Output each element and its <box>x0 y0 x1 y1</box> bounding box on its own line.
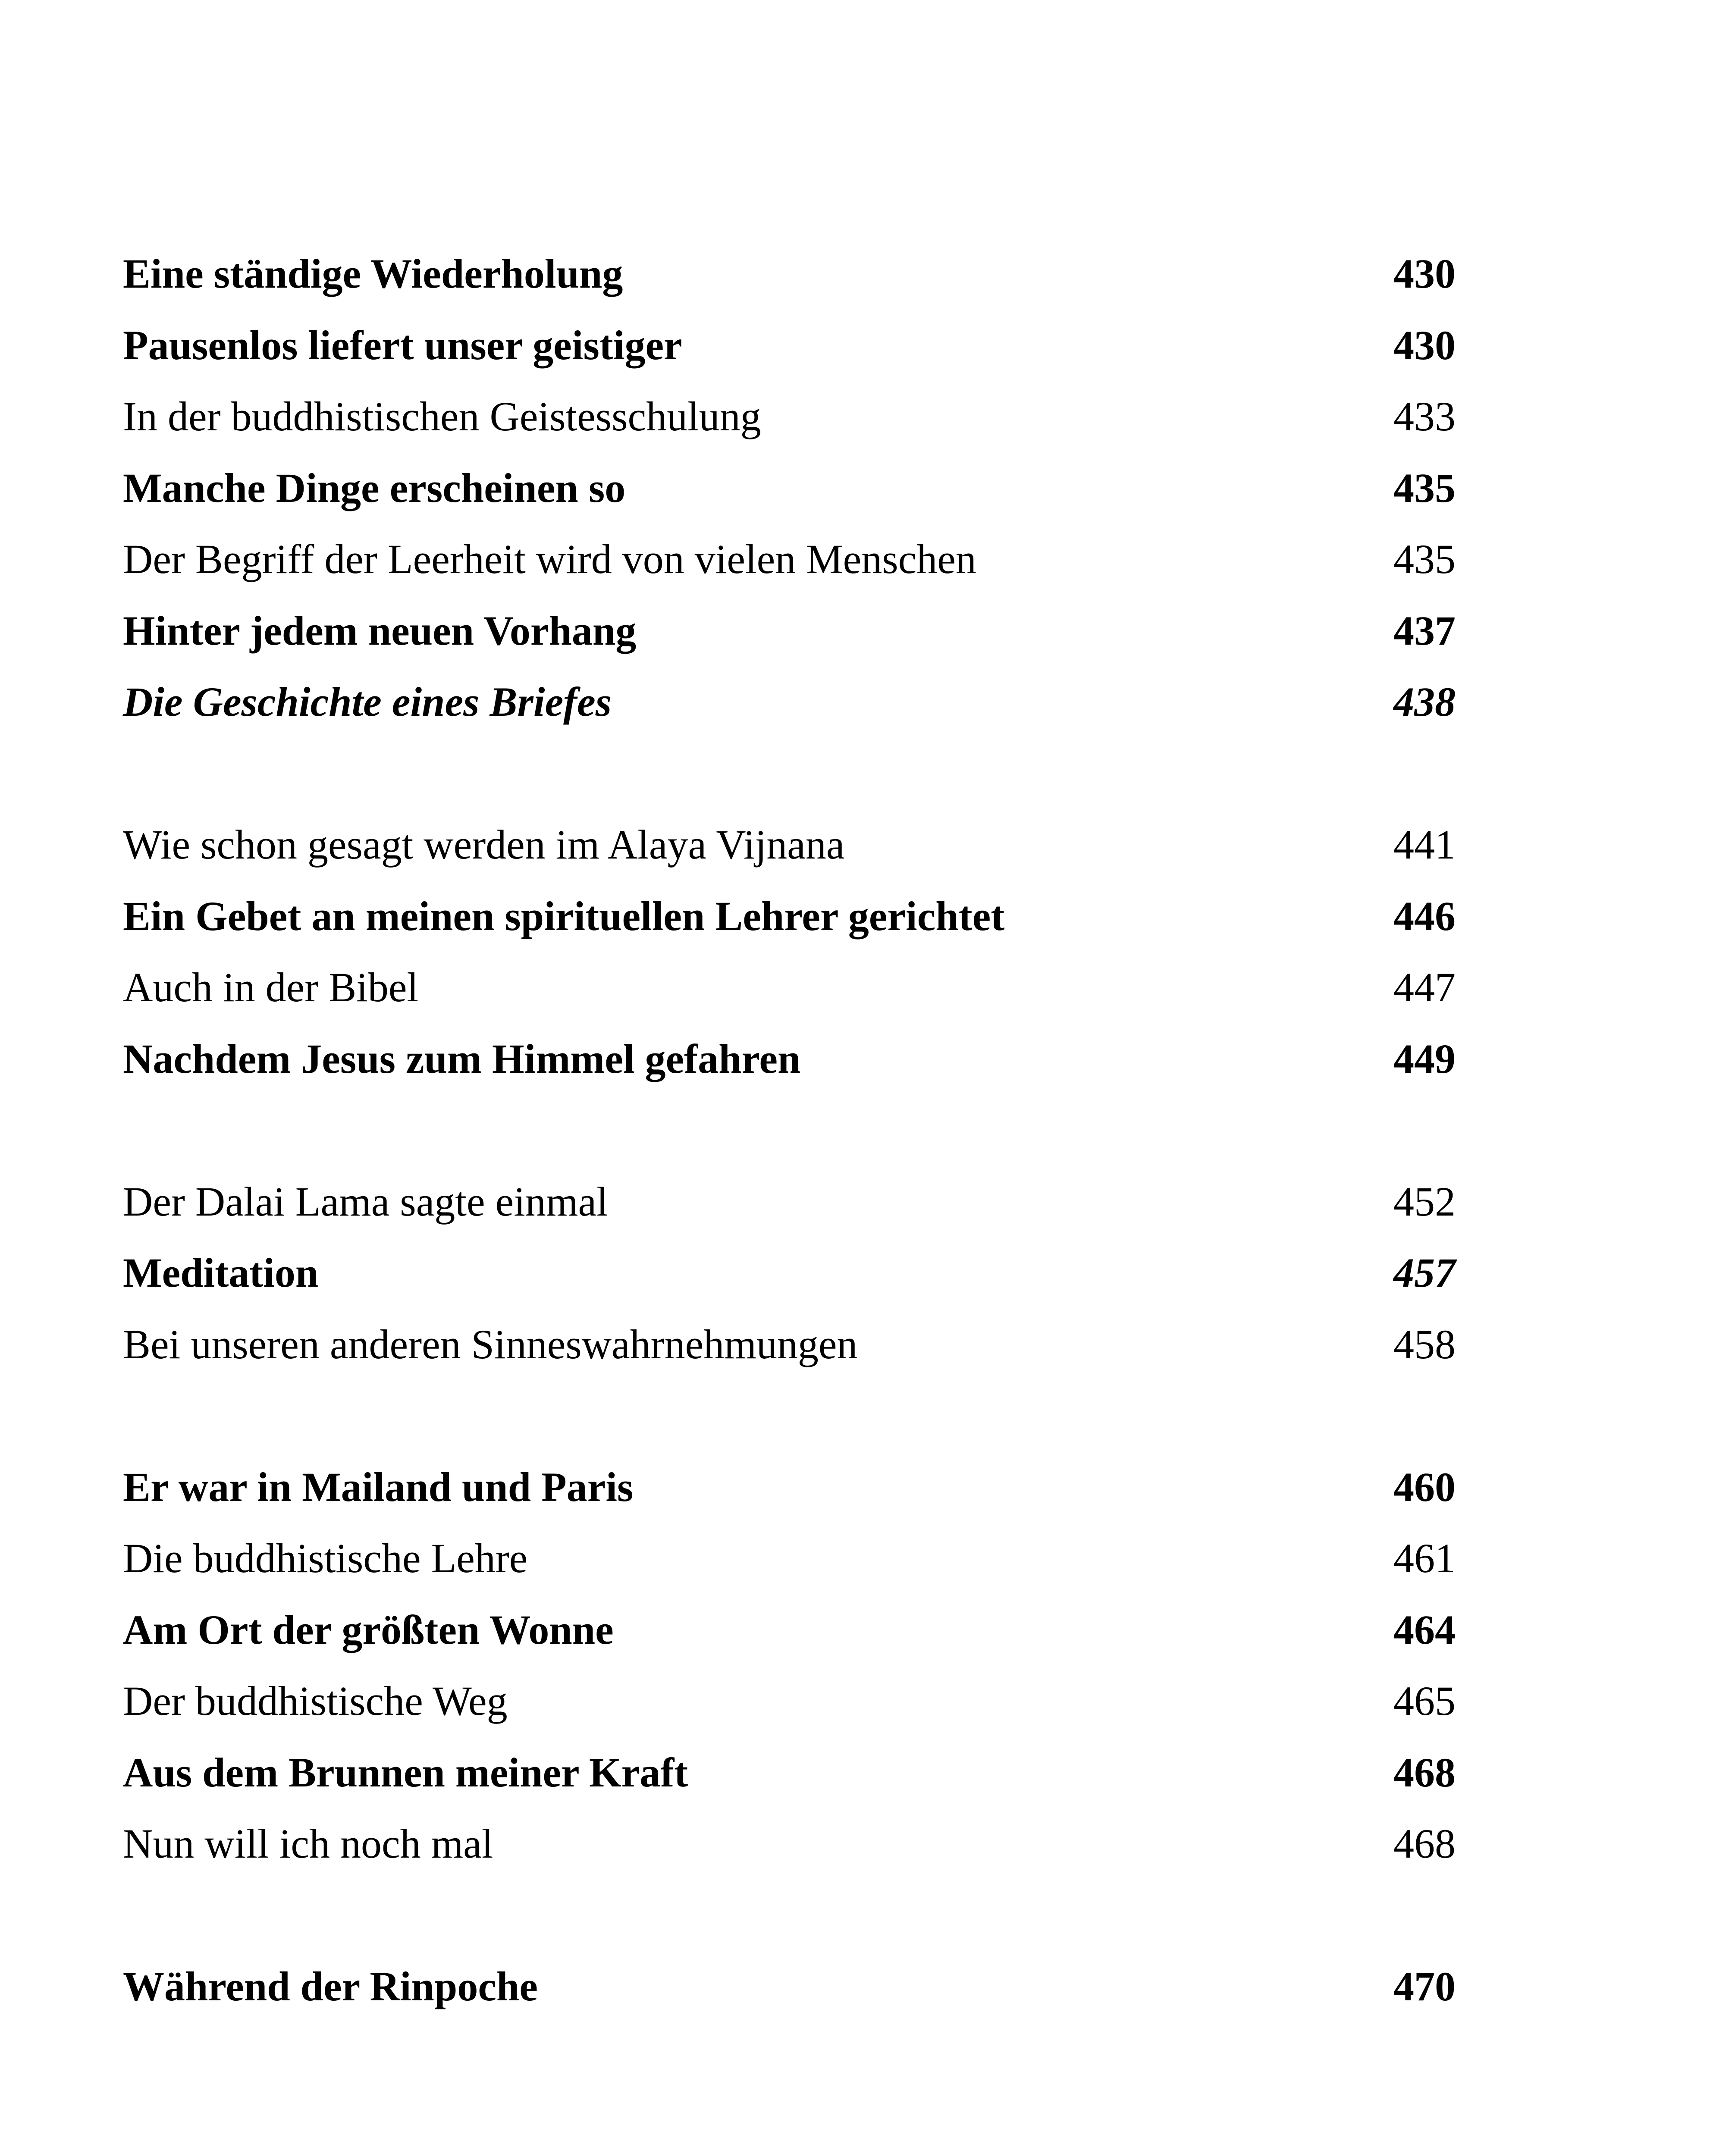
toc-entry-page: 468 <box>1393 1821 1456 1867</box>
toc-entry <box>123 815 1456 875</box>
toc-entry-title: Manche Dinge erscheinen so <box>123 465 626 511</box>
toc-entry <box>123 1956 1456 2017</box>
toc-entry <box>123 1457 1456 1517</box>
toc-entry <box>123 1600 1456 1660</box>
toc-entry-page: 458 <box>1393 1321 1456 1367</box>
toc-entry-page: 468 <box>1393 1749 1456 1796</box>
toc-entry <box>123 458 1456 518</box>
toc-entry-page: 457 <box>1393 1250 1456 1296</box>
toc-entry-title: Er war in Mailand und Paris <box>123 1464 634 1510</box>
toc-entry-page: 452 <box>1393 1178 1456 1225</box>
toc-entry-title: Auch in der Bibel <box>123 964 419 1010</box>
toc-entry-title: Am Ort der größten Wonne <box>123 1607 614 1653</box>
toc-entry <box>123 1528 1456 1589</box>
toc-entry-page: 441 <box>1393 821 1456 868</box>
toc-entry-title: Der Dalai Lama sagte einmal <box>123 1178 608 1225</box>
toc-entry <box>123 315 1456 376</box>
toc-entry <box>123 1314 1456 1375</box>
toc-entry-title: In der buddhistischen Geistesschulung <box>123 393 761 439</box>
toc-entry-title: Die buddhistische Lehre <box>123 1535 528 1581</box>
toc-entry-page: 435 <box>1393 536 1456 582</box>
toc-entry-title: Die Geschichte eines Briefes <box>123 679 612 725</box>
toc-entry-title: Während der Rinpoche <box>123 1963 538 2009</box>
toc-entry <box>123 886 1456 946</box>
toc-entry-page: 430 <box>1393 251 1456 297</box>
toc-entry-page: 464 <box>1393 1607 1456 1653</box>
toc-entry <box>123 672 1456 732</box>
toc-entry <box>123 957 1456 1018</box>
toc-entry <box>123 1029 1456 1089</box>
toc-entry-page: 465 <box>1393 1678 1456 1724</box>
toc-entry <box>123 1172 1456 1232</box>
toc-entry-page: 438 <box>1393 679 1456 725</box>
toc-entry <box>123 1671 1456 1731</box>
toc-entry-page: 437 <box>1393 608 1456 654</box>
toc-entry-page: 449 <box>1393 1036 1456 1082</box>
toc-entry-title: Meditation <box>123 1250 319 1296</box>
toc-entry-page: 433 <box>1393 393 1456 439</box>
toc-entry-title: Nachdem Jesus zum Himmel gefahren <box>123 1036 801 1082</box>
toc-entry <box>123 244 1456 304</box>
toc-entry-title: Hinter jedem neuen Vorhang <box>123 608 637 654</box>
toc-entry-title: Der Begriff der Leerheit wird von vielen Menschen <box>123 536 976 582</box>
toc-entry-title: Der buddhistische Weg <box>123 1678 508 1724</box>
toc-entry-page: 470 <box>1393 1963 1456 2009</box>
toc-entry-page: 446 <box>1393 893 1456 939</box>
toc-entry-title: Nun will ich noch mal <box>123 1821 493 1867</box>
toc-entry-title: Wie schon gesagt werden im Alaya Vijnana <box>123 821 845 868</box>
toc-entry-title: Eine ständige Wiederholung <box>123 251 623 297</box>
toc-entry-page: 461 <box>1393 1535 1456 1581</box>
toc-entry <box>123 386 1456 447</box>
toc-entry-page: 447 <box>1393 964 1456 1010</box>
toc-entry-title: Aus dem Brunnen meiner Kraft <box>123 1749 688 1796</box>
toc-entry-page: 430 <box>1393 322 1456 368</box>
toc-entry <box>123 1742 1456 1803</box>
toc-entry-page: 435 <box>1393 465 1456 511</box>
toc-entry-page: 460 <box>1393 1464 1456 1510</box>
toc-entry <box>123 529 1456 589</box>
toc-entry <box>123 601 1456 661</box>
toc-entry-title: Ein Gebet an meinen spirituellen Lehrer gerichtet <box>123 893 1005 939</box>
toc-entry-title: Bei unseren anderen Sinneswahrnehmungen <box>123 1321 858 1367</box>
toc-entry <box>123 1243 1456 1303</box>
toc-entry-title: Pausenlos liefert unser geistiger <box>123 322 682 368</box>
toc-entry <box>123 1814 1456 1874</box>
